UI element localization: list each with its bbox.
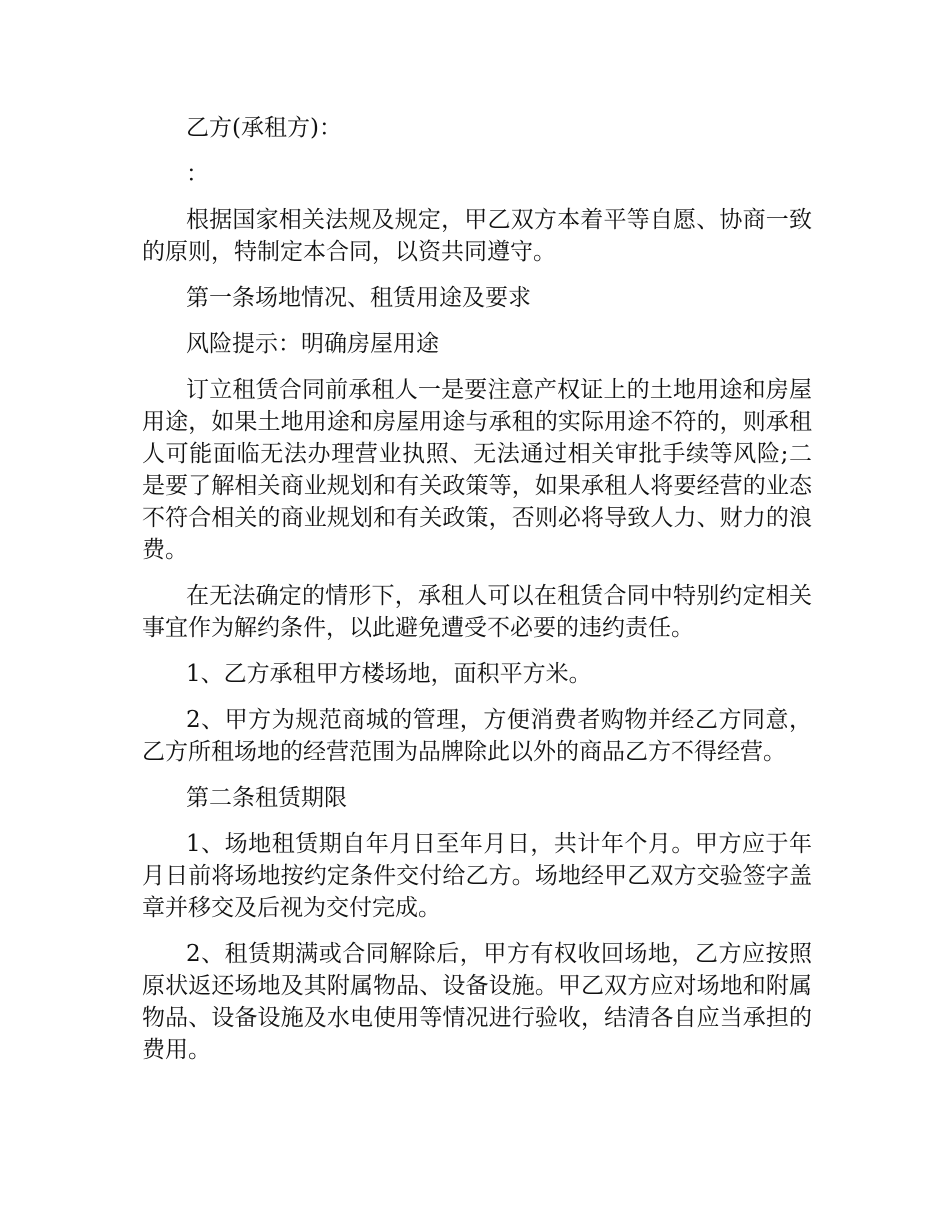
preamble-paragraph: 根据国家相关法规及规定，甲乙双方本着平等自愿、协商一致的原则，特制定本合同，以资共同遵守。 [142, 207, 812, 265]
termination-condition-paragraph: 在无法确定的情形下，承租人可以在租赁合同中特别约定相关事宜作为解约条件，以此避免遭受不必要的违约责任。 [142, 583, 812, 641]
party-b-label: 乙方(承租方)： [186, 115, 342, 141]
document-body [142, 112, 812, 1080]
article-1-heading: 第一条场地情况、租赁用途及要求 [186, 285, 531, 311]
article-2-clause-1: 1、场地租赁期自年月日至年月日，共计年个月。甲方应于年月日前将场地按约定条件交付给乙方。场地经甲乙双方交验签字盖章并移交及后视为交付完成。 [142, 831, 812, 921]
risk-notice-heading: 风险提示：明确房屋用途 [186, 331, 439, 357]
article-2-heading: 第二条租赁期限 [186, 785, 347, 811]
party-b-colon-line: ： [186, 161, 209, 187]
article-1-clause-1: 1、乙方承租甲方楼场地，面积平方米。 [186, 661, 592, 687]
article-2-clause-2: 2、租赁期满或合同解除后，甲方有权收回场地，乙方应按照原状返还场地及其附属物品、设备设施。甲乙双方应对场地和附属物品、设备设施及水电使用等情况进行验收，结清各自应当承担的费用。 [142, 941, 812, 1063]
article-1-clause-2: 2、甲方为规范商城的管理，方便消费者购物并经乙方同意，乙方所租场地的经营范围为品牌除此以外的商品乙方不得经营。 [142, 707, 812, 765]
risk-notice-paragraph: 订立租赁合同前承租人一是要注意产权证上的土地用途和房屋用途，如果土地用途和房屋用途与承租的实际用途不符的，则承租人可能面临无法办理营业执照、无法通过相关审批手续等风险;二是要了解相关商业规划和有关政策等，如果承租人将要经营的业态不符合相关的商业规划和有关政策，否则必将导致人力、财力的浪费。 [142, 377, 812, 563]
